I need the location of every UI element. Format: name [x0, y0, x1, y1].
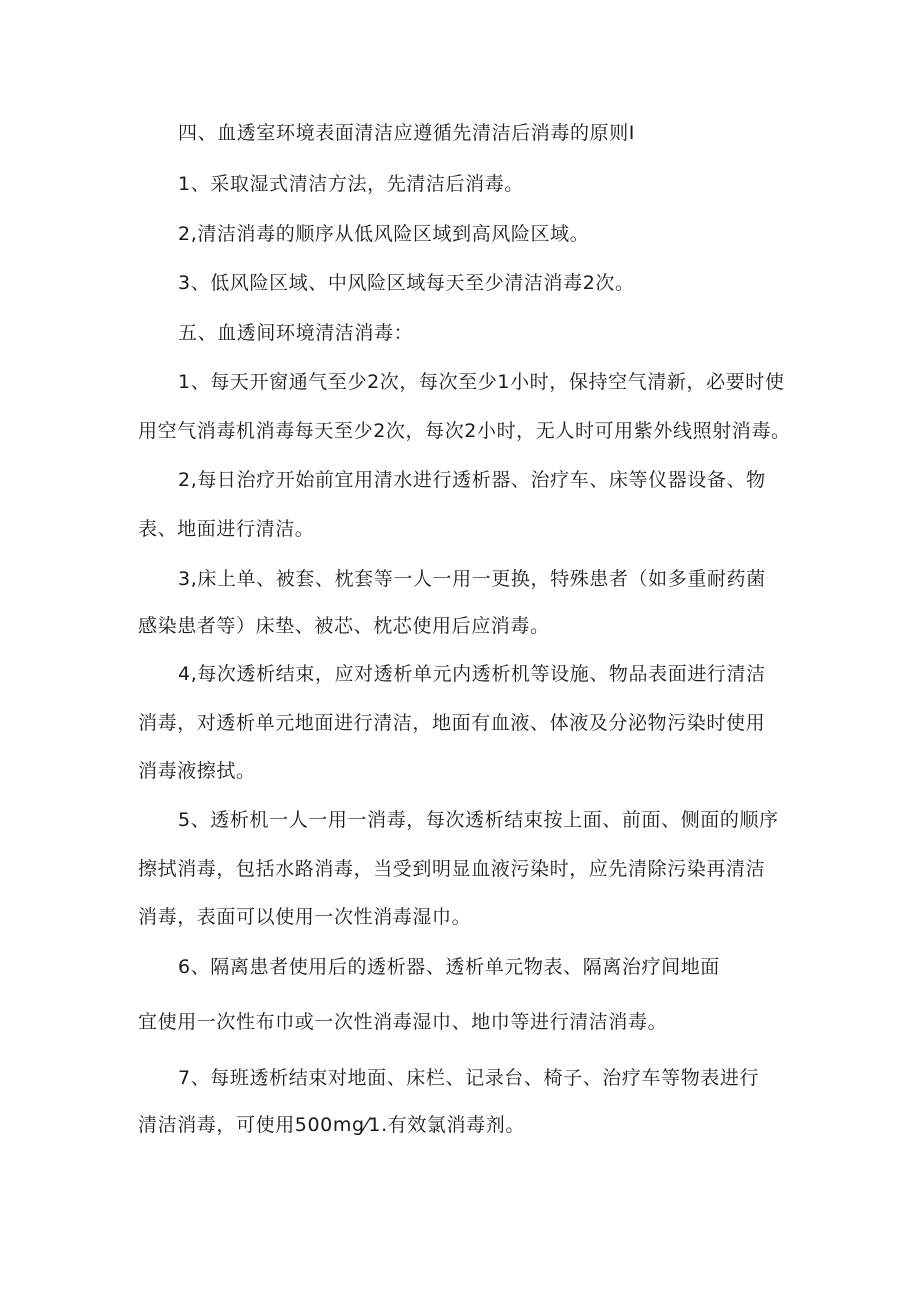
section-5-item-3-line-2: 感染患者等）床垫、被芯、枕芯使用后应消毒。 — [138, 615, 550, 637]
section-5-item-4-line-2: 消毒，对透析单元地面进行清洁，地面有血液、体液及分泌物污染时使用 — [138, 712, 766, 734]
section-5-item-6-line-1: 6、隔离患者使用后的透析器、透析单元物表、隔离治疗间地面 — [178, 956, 720, 978]
section-5-item-5-line-1: 5、透析机一人一用一消毒，每次透析结束按上面、前面、侧面的顺序 — [178, 809, 779, 831]
section-5-item-6-line-2: 宜使用一次性布巾或一次性消毒湿巾、地巾等进行清洁消毒。 — [138, 1011, 668, 1033]
section-5-item-1-line-2: 用空气消毒机消毒每天至少2次，每次2小时，无人时可用紫外线照射消毒。 — [138, 420, 791, 442]
section-5-item-2-line-1: 2,每日治疗开始前宜用清水进行透析器、治疗车、床等仪器设备、物 — [178, 469, 766, 491]
section-5-item-4-line-1: 4,每次透析结束，应对透析单元内透析机等设施、物品表面进行清洁 — [178, 663, 766, 685]
section-4-item-1: 1、采取湿式清洁方法，先清洁后消毒。 — [178, 173, 524, 195]
section-5-item-4-line-3: 消毒液擦拭。 — [138, 760, 256, 782]
section-5-item-5-line-2: 擦拭消毒，包括水路消毒，当受到明显血液污染时，应先清除污染再清洁 — [138, 858, 766, 880]
section-5-item-3-line-1: 3,床上单、被套、枕套等一人一用一更换，特殊患者（如多重耐药菌 — [178, 568, 766, 590]
section-5-item-1-line-1: 1、每天开窗通气至少2次，每次至少1小时，保持空气清新，必要时使 — [178, 371, 785, 393]
section-5-heading: 五、血透间环境清洁消毒： — [178, 322, 414, 344]
section-5-item-2-line-2: 表、地面进行清洁。 — [138, 518, 315, 540]
section-5-item-7-line-1: 7、每班透析结束对地面、床栏、记录台、椅子、治疗车等物表进行 — [178, 1067, 760, 1089]
section-5-item-5-line-3: 消毒，表面可以使用一次性消毒湿巾。 — [138, 906, 472, 928]
section-4-item-2: 2,清洁消毒的顺序从低风险区域到高风险区域。 — [178, 223, 590, 245]
section-5-item-7-line-2: 清洁消毒，可使用500mg⁄1.有效氯消毒剂。 — [138, 1114, 525, 1136]
section-4-heading: 四、血透室环境表面清洁应遵循先清洁后消毒的原则I — [178, 122, 636, 144]
section-4-item-3: 3、低风险区域、中风险区域每天至少清洁消毒2次。 — [178, 272, 635, 294]
